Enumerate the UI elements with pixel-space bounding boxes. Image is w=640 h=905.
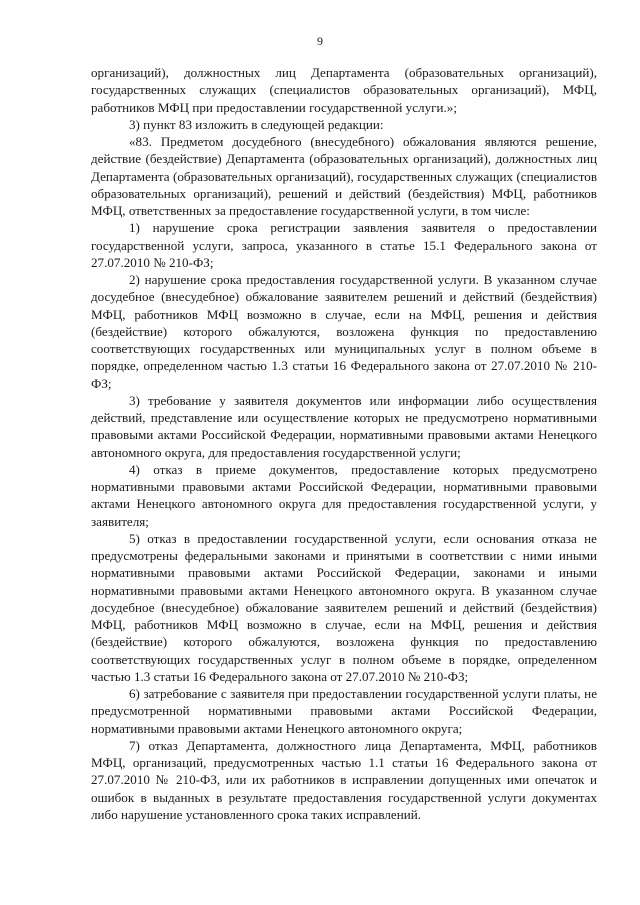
list-item-2: 2) нарушение срока предоставления государственной услуги. В указанном случае досудебное (внесудебное) обжалование заявителем решений и действий (бездействия) МФЦ, работников МФЦ возможно в случае, если на МФЦ, решения и действия (бездействие) которого обжалуются, возложена функция по предоставлению соответствующих государственных или муниципальных услуг в полном объеме в порядке, определенном частью 1.3 статьи 16 Федерального закона от 27.07.2010 № 210-ФЗ; — [91, 272, 597, 391]
list-item-6: 6) затребование с заявителя при предоставлении государственной услуги платы, не предусмотренной нормативными правовыми актами Российской Федерации, нормативными правовыми актами Ненецкого автономного округа; — [91, 686, 597, 736]
paragraph-point-83: «83. Предметом досудебного (внесудебного) обжалования являются решение, действие (бездействие) Департамента (образовательных организаций), должностных лиц Департамента (образовательных организаций), государственных служащих (специалистов образовательных организаций), решений и действий (бездействия) МФЦ, работников МФЦ, ответственных за предоставление государственной услуги, в том числе: — [91, 134, 597, 218]
paragraph-item-3: 3) пункт 83 изложить в следующей редакции: — [129, 116, 384, 132]
page-number: 9 — [317, 34, 323, 48]
list-item-4: 4) отказ в приеме документов, предоставление которых предусмотрено нормативными правовыми актами Российской Федерации, нормативными правовыми актами Ненецкого автономного округа для предоставления государственной услуги, у заявителя; — [91, 461, 597, 529]
document-body — [91, 64, 597, 823]
list-item-1: 1) нарушение срока регистрации заявления заявителя о предоставлении государственной услуги, запроса, указанного в статье 15.1 Федерального закона от 27.07.2010 № 210-ФЗ; — [91, 220, 597, 270]
list-item-5: 5) отказ в предоставлении государственной услуги, если основания отказа не предусмотрены федеральными законами и принятыми в соответствии с ними иными нормативными правовыми актами Российской Федерации, законами и иными нормативными правовыми актами Ненецкого автономного округа. В указанном случае досудебное (внесудебное) обжалование заявителем решений и действий (бездействия) МФЦ, работников МФЦ возможно в случае, если на МФЦ, решения и действия (бездействие) которого обжалуются, возложена функция по предоставлению соответствующих государственных услуг в полном объеме в порядке, определенном частью 1.3 статьи 16 Федерального закона от 27.07.2010 № 210-ФЗ; — [91, 530, 597, 684]
list-item-7: 7) отказ Департамента, должностного лица Департамента, МФЦ, работников МФЦ, организаций, предусмотренных частью 1.1 статьи 16 Федерального закона от 27.07.2010 № 210-ФЗ, или их работников в исправлении допущенных ими опечаток и ошибок в выданных в результате предоставления государственной услуги документах либо нарушение установленного срока таких исправлений. — [91, 737, 597, 822]
paragraph-continuation: организаций), должностных лиц Департамента (образовательных организаций), государственных служащих (специалистов образовательных организаций), МФЦ, работников МФЦ при предоставлении государственной услуги.»; — [91, 65, 597, 115]
list-item-3: 3) требование у заявителя документов или информации либо осуществления действий, представление или осуществление которых не предусмотрено нормативными правовыми актами Российской Федерации, нормативными правовыми актами Ненецкого автономного округа, для предоставления государственной услуги; — [91, 392, 597, 460]
